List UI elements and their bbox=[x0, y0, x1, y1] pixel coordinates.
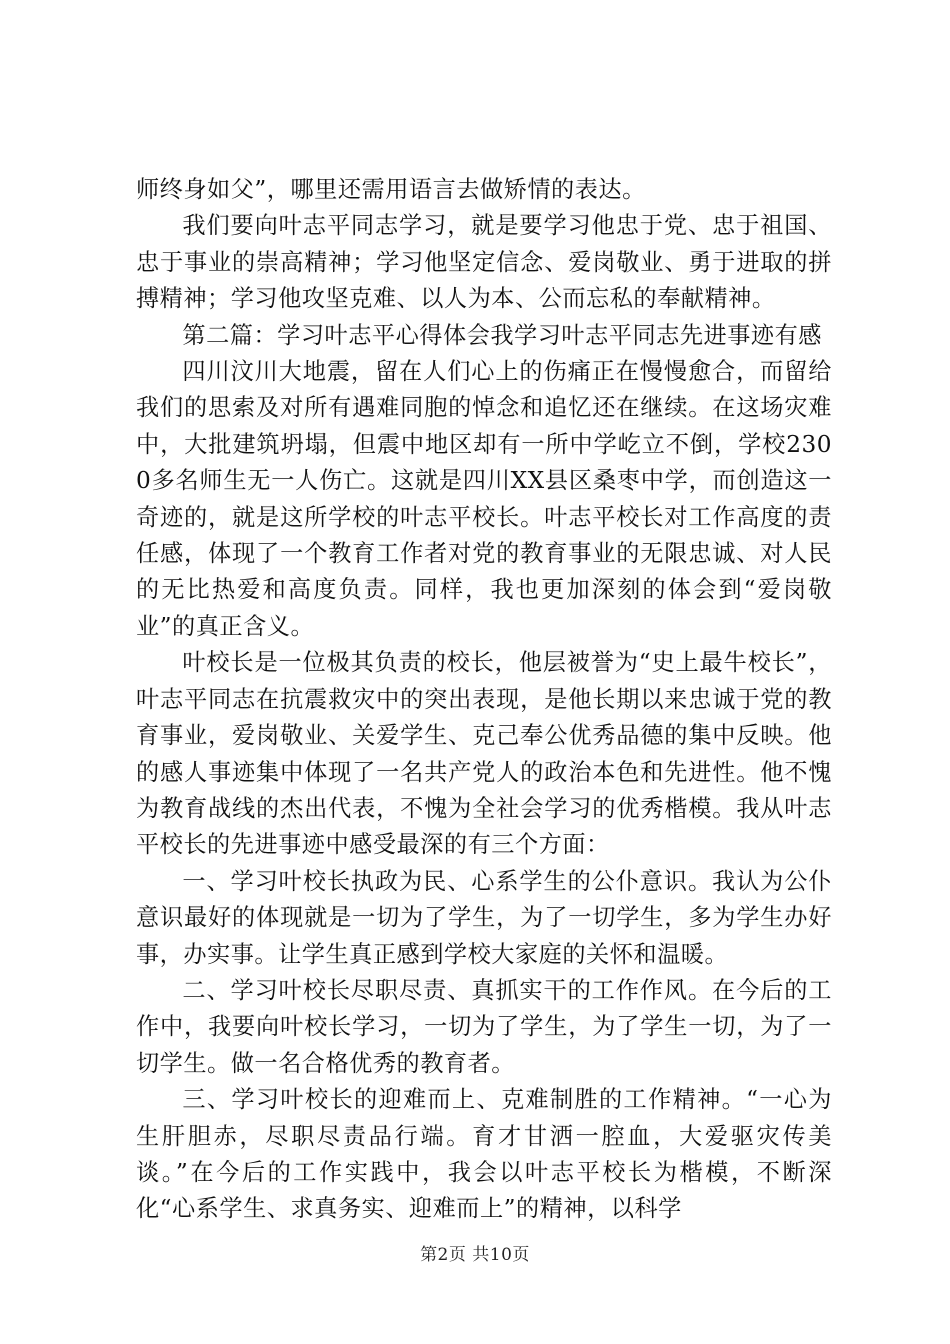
paragraph-4: 四川汶川大地震，留在人们心上的伤痛正在慢慢愈合，而留给我们的思索及对所有遇难同胞的悼念和追忆还在继续。在这场灾难中，大批建筑坍塌，但震中地区却有一所中学屹立不倒，学校2300多名师生无一人伤亡。这就是四川XX县区桑枣中学，而创造这一奇迹的，就是这所学校的叶志平校长。叶志平校长对工作高度的责任感，体现了一个教育工作者对党的教育事业的无限忠诚、对人民的无比热爱和高度负责。同样，我也更加深刻的体会到“爱岗敬业”的真正含义。 bbox=[136, 358, 832, 640]
paragraph-8: 三、学习叶校长的迎难而上、克难制胜的工作精神。“一心为生肝胆赤，尽职尽责品行端。育才甘洒一腔血，大爱驱灾传美谈。”在今后的工作实践中，我会以叶志平校长为楷模，不断深化“心系学生、求真务实、迎难而上”的精神，以科学 bbox=[136, 1086, 832, 1223]
section-heading-paragraph: 第二篇：学习叶志平心得体会我学习叶志平同志先进事迹有感 bbox=[182, 321, 822, 349]
paragraph-6: 一、学习叶校长执政为民、心系学生的公仆意识。我认为公仆意识最好的体现就是一切为了学生，为了一切学生，多为学生办好事，办实事。让学生真正感到学校大家庭的关怀和温暖。 bbox=[136, 867, 832, 968]
paragraph-2: 我们要向叶志平同志学习，就是要学习他忠于党、忠于祖国、忠于事业的崇高精神；学习他坚定信念、爱岗敬业、勇于进取的拼搏精神；学习他攻坚克难、以人为本、公而忘私的奉献精神。 bbox=[136, 212, 832, 313]
paragraph-1: 师终身如父”，哪里还需用语言去做矫情的表达。 bbox=[136, 176, 646, 203]
paragraph-5: 叶校长是一位极其负责的校长，他层被誉为“史上最牛校长”，叶志平同志在抗震救灾中的突出表现，是他长期以来忠诚于党的教育事业，爱岗敬业、关爱学生、克己奉公优秀品德的集中反映。他的感人事迹集中体现了一名共产党人的政治本色和先进性。他不愧为教育战线的杰出代表，不愧为全社会学习的优秀楷模。我从叶志平校长的先进事迹中感受最深的有三个方面： bbox=[136, 649, 832, 859]
page-footer: 第2页 共10页 bbox=[420, 1245, 530, 1265]
paragraph-7: 二、学习叶校长尽职尽责、真抓实干的工作作风。在今后的工作中，我要向叶校长学习，一切为了学生，为了学生一切，为了一切学生。做一名合格优秀的教育者。 bbox=[136, 976, 832, 1077]
document-body bbox=[136, 172, 832, 1228]
